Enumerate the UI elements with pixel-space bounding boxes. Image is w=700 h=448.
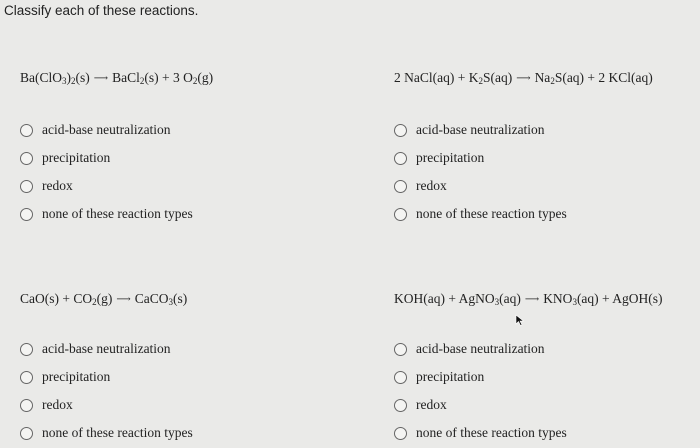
radio-empty-icon[interactable] [20,399,33,412]
option-label: redox [42,397,73,412]
products: BaCl$_2$(s) + 3 $O_2(g)$ [112,70,214,86]
option-label: none of these reaction types [416,425,567,440]
option-label: acid-base neutralization [42,341,171,356]
radio-empty-icon[interactable] [20,152,33,165]
options-group [394,335,567,447]
products: $Na_2S(aq) + 2$ KCl(aq) [534,70,653,86]
option-label: acid-base neutralization [416,122,545,137]
option-acid-base[interactable] [394,335,567,363]
radio-empty-icon[interactable] [394,371,407,384]
option-redox[interactable] [20,172,193,200]
reaction-arrow-icon: ⟶ [516,73,531,84]
option-acid-base[interactable] [394,116,567,144]
equation [20,289,350,309]
reactants: 2 NaCl(aq) + $K_2S(aq)$ [394,70,513,86]
option-redox[interactable] [394,391,567,419]
reaction-arrow-icon: ⟶ [93,73,109,84]
option-precipitation[interactable] [20,363,193,391]
radio-empty-icon[interactable] [20,208,33,221]
radio-empty-icon[interactable] [394,208,407,221]
radio-empty-icon[interactable] [394,180,407,193]
radio-empty-icon[interactable] [394,427,407,440]
prompt: Classify each of these reactions. [4,3,199,18]
radio-empty-icon[interactable] [20,124,33,137]
option-label: redox [42,178,73,193]
equation [394,68,700,88]
equation [20,68,350,88]
reaction-arrow-icon: ⟶ [116,294,131,305]
option-label: precipitation [416,369,485,384]
option-label: precipitation [42,150,111,165]
reactants: $CaO(s) + CO_2(g)$ [20,291,113,307]
radio-empty-icon[interactable] [394,152,407,165]
options-group [20,335,193,447]
reactants: $Ba(ClO_3)_2(s)$ [20,70,90,86]
option-acid-base[interactable] [20,335,193,363]
option-redox[interactable] [394,172,567,200]
reactants: KOH(aq) + AgNO$_3$(aq) [394,291,521,307]
option-label: none of these reaction types [42,206,193,221]
products: $KNO_3(aq)$ + AgOH(s) [543,291,663,307]
option-label: redox [416,397,447,412]
reaction-arrow-icon: ⟶ [524,294,540,305]
option-none[interactable] [394,419,567,447]
option-label: redox [416,178,447,193]
equation [394,289,700,309]
option-redox[interactable] [20,391,193,419]
option-label: acid-base neutralization [416,341,545,356]
option-none[interactable] [20,419,193,447]
option-label: none of these reaction types [42,425,193,440]
option-acid-base[interactable] [20,116,193,144]
option-precipitation[interactable] [394,363,567,391]
question-2 [394,68,700,221]
radio-empty-icon[interactable] [20,180,33,193]
option-precipitation[interactable] [20,144,193,172]
options-group [20,116,193,228]
radio-empty-icon[interactable] [20,343,33,356]
question-3 [20,289,350,440]
radio-empty-icon[interactable] [394,124,407,137]
option-label: precipitation [42,369,111,384]
option-label: none of these reaction types [416,206,567,221]
option-none[interactable] [20,200,193,228]
radio-empty-icon[interactable] [394,343,407,356]
radio-empty-icon[interactable] [394,399,407,412]
question-4 [394,289,700,440]
radio-empty-icon[interactable] [20,371,33,384]
option-none[interactable] [394,200,567,228]
option-label: acid-base neutralization [42,122,171,137]
option-label: precipitation [416,150,485,165]
options-group [394,116,567,228]
question-1 [20,68,350,221]
radio-empty-icon[interactable] [20,427,33,440]
mouse-pointer-icon [515,314,525,326]
option-precipitation[interactable] [394,144,567,172]
products: CaCO$_3$(s) [134,291,188,307]
